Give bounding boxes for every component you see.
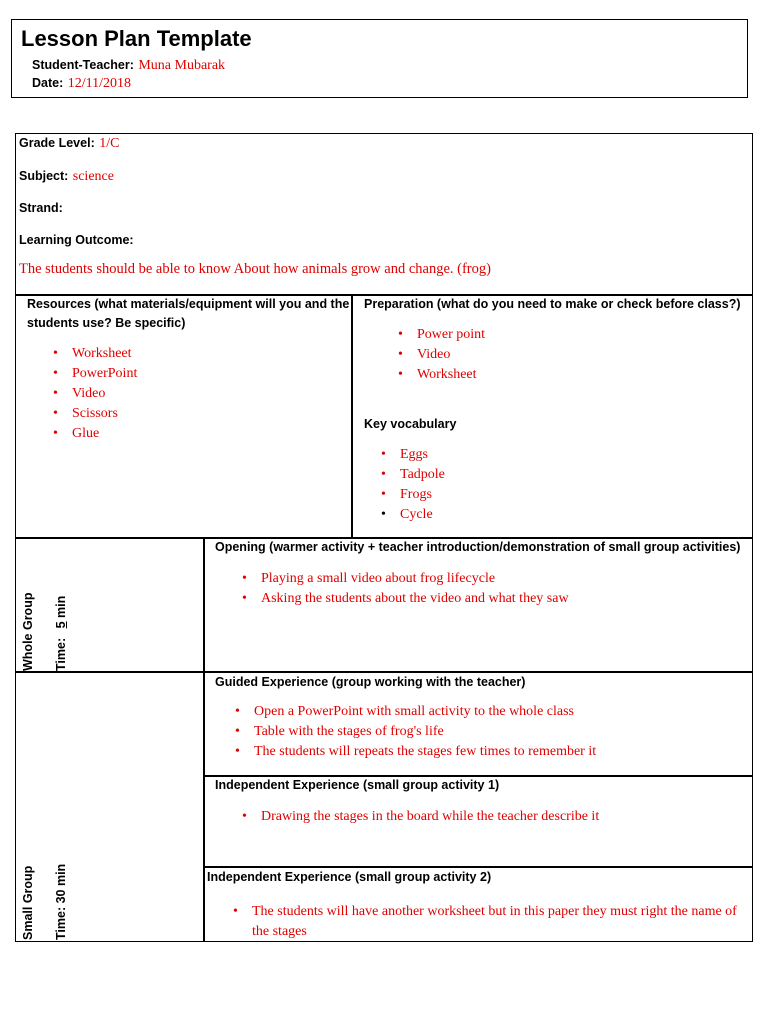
vocabulary-list xyxy=(400,445,445,525)
list-item: • Frogs xyxy=(400,485,445,505)
list-item: • Worksheet xyxy=(417,365,485,385)
header-box xyxy=(11,19,748,98)
list-item: • Video xyxy=(417,345,485,365)
learning-outcome-value: The students should be able to know About how animals grow and change. (frog) xyxy=(19,261,491,277)
divider xyxy=(15,294,753,296)
list-item: • Drawing the stages in the board while the teacher describe it xyxy=(261,807,599,827)
list-item: • Scissors xyxy=(72,404,137,424)
list-item: • Open a PowerPoint with small activity to the whole class xyxy=(254,702,596,722)
student-teacher-label: Student-Teacher: xyxy=(32,58,134,72)
whole-group-time xyxy=(54,596,68,671)
list-item: • Glue xyxy=(72,424,137,444)
independent-1-list xyxy=(261,807,599,827)
key-vocabulary-heading: Key vocabulary xyxy=(364,417,457,431)
list-item: • Table with the stages of frog's life xyxy=(254,722,596,742)
divider xyxy=(15,537,753,539)
small-group-label: Small Group xyxy=(21,865,35,940)
opening-heading: Opening (warmer activity + teacher introduction/demonstration of small group activities) xyxy=(215,540,741,554)
date-label: Date: xyxy=(32,76,64,90)
subject-row xyxy=(19,167,114,185)
resources-heading-line2: students use? Be specific) xyxy=(27,316,186,330)
resources-heading-line1: Resources (what materials/equipment will you and the xyxy=(27,297,350,311)
preparation-list xyxy=(417,325,485,385)
list-item: • Video xyxy=(72,384,137,404)
divider xyxy=(203,866,753,868)
learning-outcome-label: Learning Outcome: xyxy=(19,233,134,247)
subject-label: Subject: xyxy=(19,169,69,183)
list-item: • Worksheet xyxy=(72,344,137,364)
divider xyxy=(203,775,753,777)
student-teacher-value: Muna Mubarak xyxy=(138,58,226,73)
strand-label: Strand: xyxy=(19,201,63,215)
divider xyxy=(351,294,353,538)
guided-list xyxy=(254,702,596,762)
item-line-1: The students will have another worksheet but in this paper they must right the name of xyxy=(252,904,737,919)
divider xyxy=(203,537,205,942)
independent-2-list xyxy=(252,902,737,942)
list-item: • Tadpole xyxy=(400,465,445,485)
list-item: • Cycle xyxy=(400,505,445,525)
list-item: • Eggs xyxy=(400,445,445,465)
list-item: • PowerPoint xyxy=(72,364,137,384)
independent-2-heading: Independent Experience (small group activity 2) xyxy=(207,870,492,884)
page-title: Lesson Plan Template xyxy=(21,26,252,51)
item-line-2: the stages xyxy=(252,924,307,939)
date-value: 12/11/2018 xyxy=(67,76,131,91)
preparation-heading: Preparation (what do you need to make or check before class?) xyxy=(364,297,741,311)
divider xyxy=(15,671,753,673)
small-group-time: Time: 30 min xyxy=(54,863,68,940)
time-value: 5 xyxy=(54,621,68,629)
whole-group-label: Whole Group xyxy=(21,592,35,671)
list-item: • Power point xyxy=(417,325,485,345)
grade-row xyxy=(19,134,119,152)
list-item xyxy=(252,902,737,942)
resources-list xyxy=(72,344,137,444)
list-item: • The students will repeats the stages few times to remember it xyxy=(254,742,596,762)
grade-value: 1/C xyxy=(99,136,120,151)
list-item: • Asking the students about the video and what they saw xyxy=(261,589,569,609)
guided-heading: Guided Experience (group working with the teacher) xyxy=(215,675,526,689)
list-item: • Playing a small video about frog lifecycle xyxy=(261,569,569,589)
date-row xyxy=(32,74,131,92)
grade-label: Grade Level: xyxy=(19,136,95,150)
independent-1-heading: Independent Experience (small group activity 1) xyxy=(215,778,500,792)
opening-list xyxy=(261,569,569,609)
time-unit: min xyxy=(54,595,68,618)
student-teacher-row xyxy=(32,56,225,74)
subject-value: science xyxy=(72,169,114,184)
time-label: Time: xyxy=(54,637,68,671)
